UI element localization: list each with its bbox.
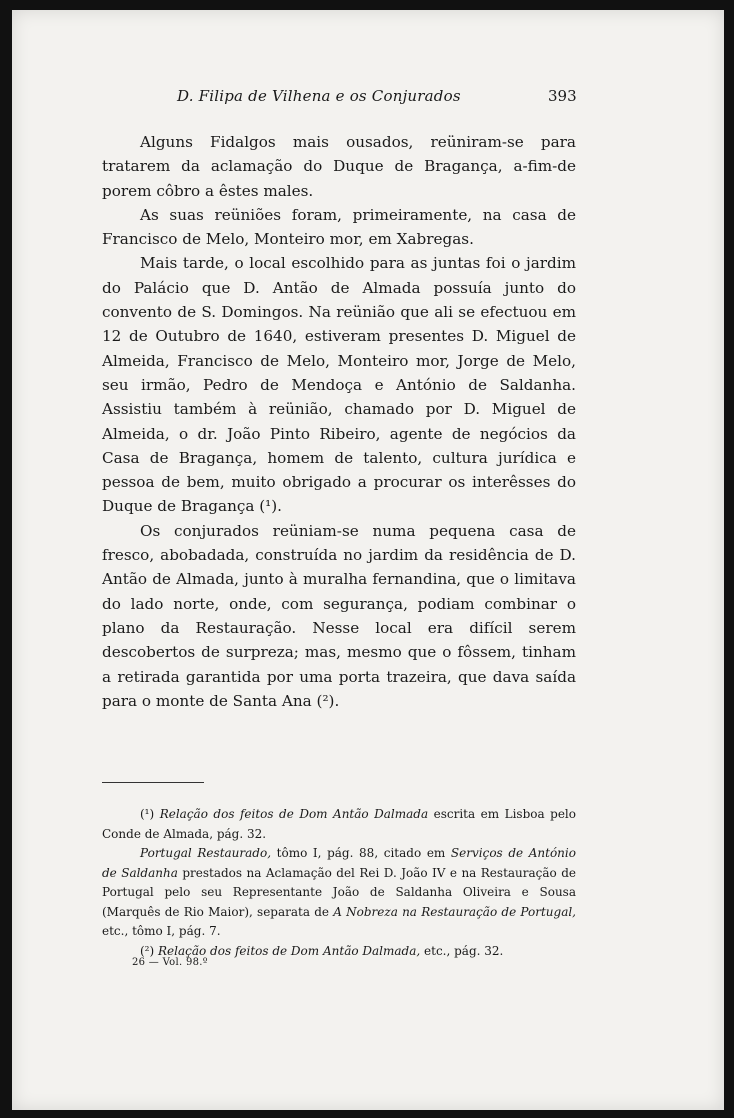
printer-signature: 26 — Vol. 98.º [132, 957, 208, 968]
footnote-divider [102, 782, 204, 783]
footnote-work-title: Portugal Restaurado, [140, 846, 272, 860]
footnote-marker: (¹) [140, 807, 155, 821]
footnote-1-continued [102, 844, 576, 942]
footnote-work-title: Relação dos feitos de Dom Antão Dalmada [159, 807, 429, 821]
paragraph: Alguns Fidalgos mais ousados, reüniram-se para tratarem da aclamação do Duque de Bragança, a-fim-de porem côbro a êstes males. [102, 133, 576, 200]
footnote-work-title: Relação dos feitos de Dom Antão Dalmada, [158, 943, 421, 958]
footnote-text: prestados na Aclamação del Rei D. João IV e na Restauração de Portugal pelo seu Representante João de Saldanha Oliveira e Sousa (Marquês de Rio Maior), separata de [102, 865, 576, 919]
footnote-text: etc., tômo I, pág. 7. [102, 924, 221, 938]
paragraph: Os conjurados reüniam-se numa pequena casa de fresco, abobadada, construída no jardim da residência de D. Antão de Almada, junto à muralha fernandina, que o limitava do lado norte, onde, com segurança, podiam combinar o plano da Restauração. Nesse local era difícil serem descobertos de surpreza; mas, mesmo que o fôssem, tinham a retirada garantida por uma porta trazeira, que dava saída para o monte de Santa Ana (²). [102, 521, 576, 710]
paragraph: Mais tarde, o local escolhido para as juntas foi o jardim do Palácio que D. Antão de Almada possuía junto do convento de S. Domingos. Na reünião que ali se efectuou em 12 de Outubro de 1640, estiveram presentes D. Miguel de Almeida, Francisco de Melo, Monteiro mor, Jorge de Melo, seu irmão, Pedro de Mendoça e António de Saldanha. Assistiu também à reünião, chamado por D. Miguel de Almeida, o dr. João Pinto Ribeiro, agente de negócios da Casa de Bragança, homem de talento, cultura jurídica e pessoa de bem, muito obrigado a procurar os interêsses do Duque de Bragança (¹). [102, 254, 576, 516]
footnote-1 [102, 805, 576, 844]
paragraph: As suas reüniões foram, primeiramente, na casa de Francisco de Melo, Monteiro mor, em Xabregas. [102, 205, 576, 249]
footnote-text: escrita em Lisboa pelo Conde de Almada, pág. 32. [102, 807, 576, 841]
footnote-work-title: Serviços de António de Saldanha [102, 846, 576, 880]
footnote-text: etc., pág. 32. [424, 943, 504, 958]
footnotes [102, 805, 576, 961]
page-number: 393 [548, 87, 577, 105]
footnote-text: tômo I, pág. 88, citado em [276, 846, 446, 860]
scanned-page [12, 10, 724, 1110]
footnote-work-title: A Nobreza na Restauração de Portugal, [333, 904, 576, 919]
footnote-marker: (²) [140, 943, 155, 958]
running-head-title: D. Filipa de Vilhena e os Conjurados [177, 87, 461, 105]
body-text [102, 130, 576, 713]
